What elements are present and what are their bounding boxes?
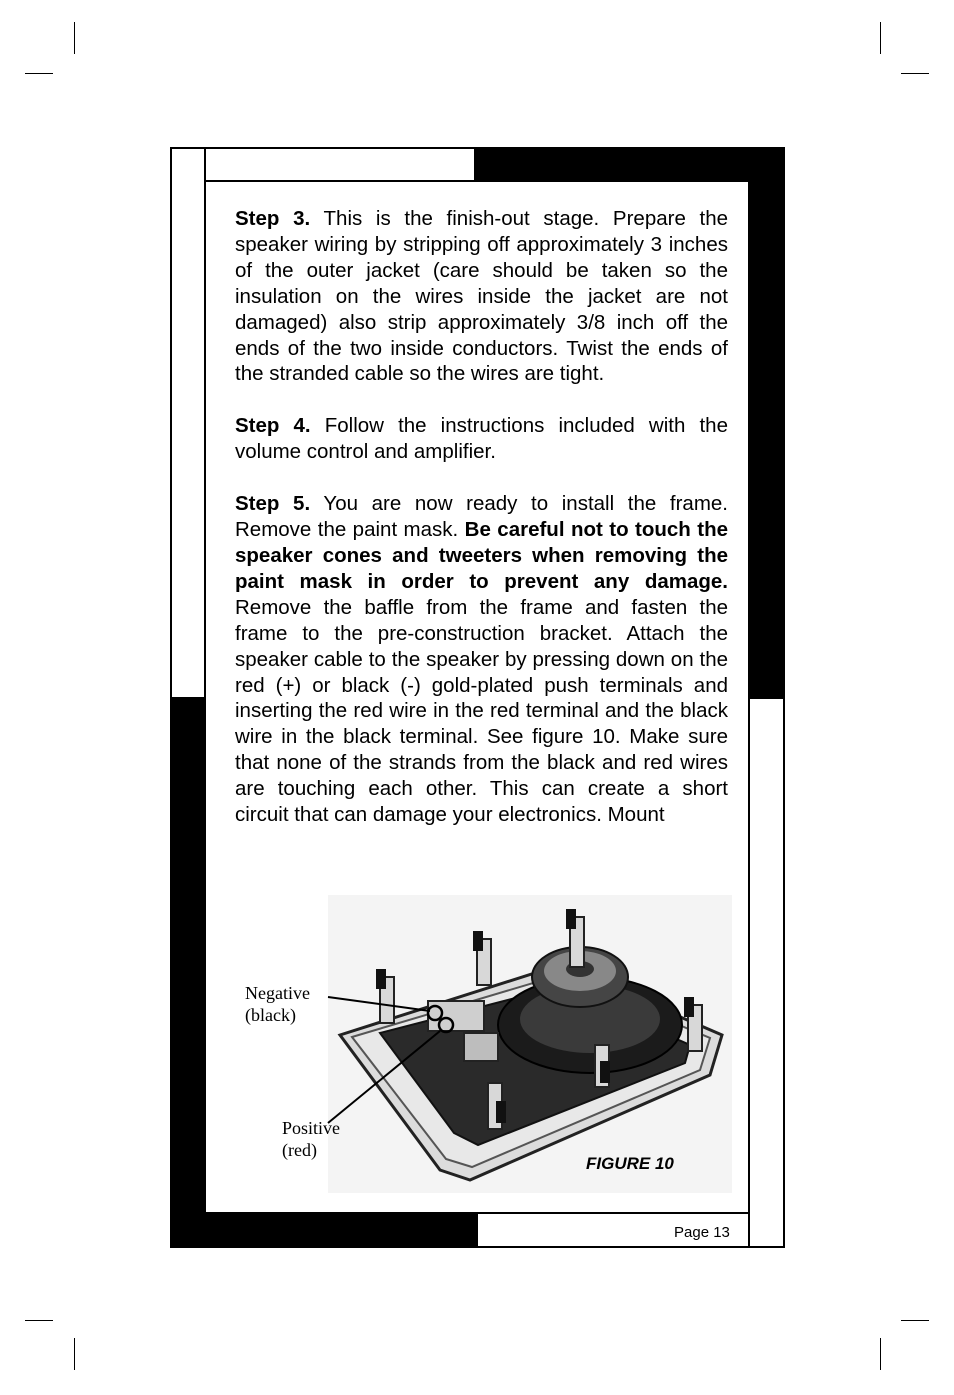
crop-mark [74, 1338, 75, 1370]
step-5-paragraph [235, 491, 728, 828]
positive-label: Positive [282, 1118, 341, 1138]
crop-mark [880, 1338, 881, 1370]
step-5-label: Step 5. [235, 492, 311, 516]
step-5-text-before: You are now ready to install the frame. Remove the paint mask. [235, 492, 729, 542]
step-4-paragraph [235, 413, 728, 465]
step-4-label: Step 4. [235, 414, 311, 438]
step-5-text-after: Remove the baffle from the frame and fasten the frame to the pre-construction bracket. Attach the speaker cable to the speaker by pressing down on the red (+) or black (-) gold-plated push terminals and inserting the red wire in the red terminal and the black wire in the black terminal. See figure 10. Make sure that none of the strands from the black and red wires are touching each other. This can create a short circuit that can damage your electronics. Mount [235, 595, 728, 827]
page-number: Page 13 [674, 1224, 730, 1241]
instruction-text [235, 206, 728, 828]
step-3-text: This is the finish-out stage. Prepare the speaker wiring by stripping off approximately 3 inches of the outer jacket (care should be taken so the insulation on the wires inside the jacket are not damaged) also strip approximately 3/8 inch off the ends of the two inside conductors. Twist the ends of the stranded cable so the wires are tight. [235, 207, 729, 386]
negative-callout [245, 982, 310, 1026]
step-4-text: Follow the instructions included with the volume control and amplifier. [235, 414, 728, 464]
crop-mark [901, 73, 929, 74]
crop-mark [901, 1320, 929, 1321]
step-5-warning: Be careful not to touch the speaker cones and tweeters when removing the paint mask in order to prevent any damage. [235, 518, 728, 593]
crop-mark [880, 22, 881, 54]
negative-sublabel: (black) [245, 1005, 296, 1025]
crop-mark [25, 73, 53, 74]
crop-mark [74, 22, 75, 54]
figure-caption: FIGURE 10 [586, 1154, 674, 1173]
crop-mark [25, 1320, 53, 1321]
positive-callout [282, 1117, 340, 1161]
negative-label: Negative [245, 983, 310, 1003]
step-3-paragraph [235, 206, 728, 387]
step-3-label: Step 3. [235, 207, 311, 230]
positive-sublabel: (red) [282, 1140, 317, 1160]
